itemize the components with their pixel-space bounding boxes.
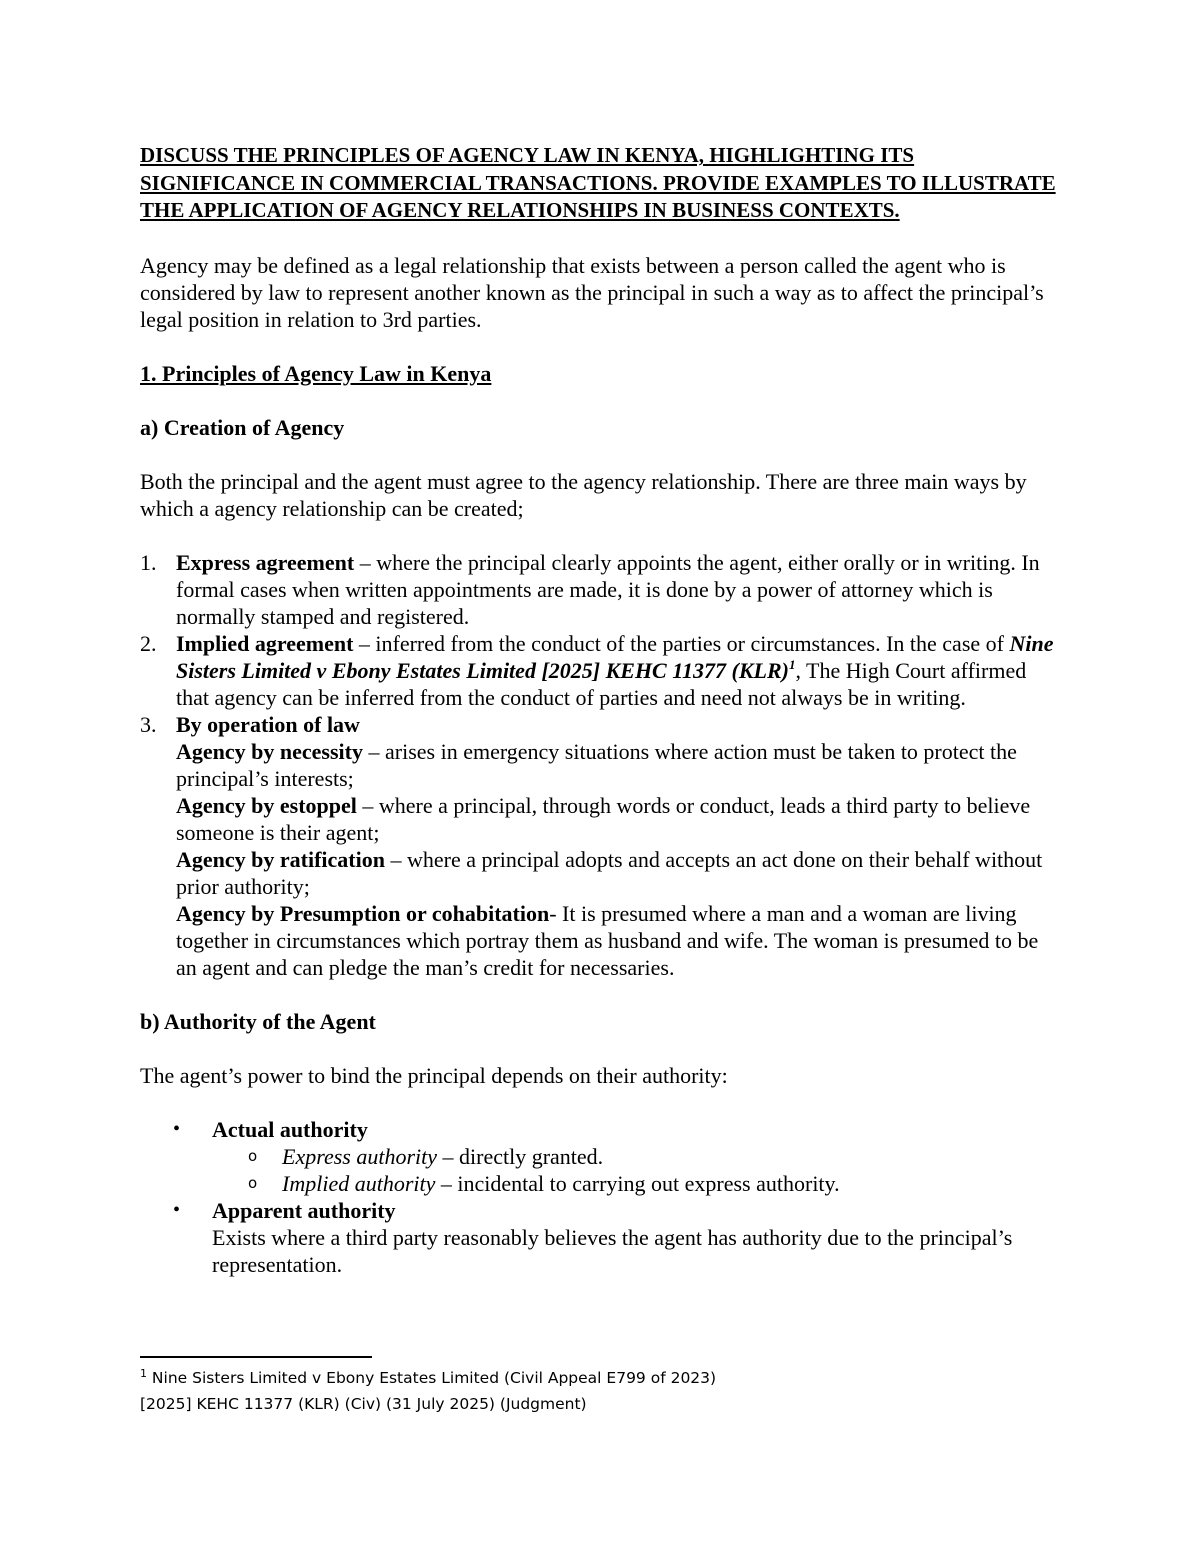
list-item bbox=[140, 549, 1060, 630]
item-text: , The High Court affirmed that agency can be inferred from the conduct of parties and need not always be in writing. bbox=[176, 657, 1027, 710]
list-item bbox=[140, 1116, 1060, 1197]
footnote-line bbox=[140, 1365, 1060, 1391]
item-text: – inferred from the conduct of the parties or circumstances. In the case of bbox=[353, 630, 1010, 656]
term-express-authority: Express authority bbox=[282, 1143, 437, 1169]
term-apparent-authority: Apparent authority bbox=[212, 1197, 396, 1223]
document-page bbox=[140, 142, 1060, 1278]
list-number: 3. bbox=[140, 711, 157, 737]
document-title: DISCUSS THE PRINCIPLES OF AGENCY LAW IN KENYA, HIGHLIGHTING ITS SIGNIFICANCE IN COMMERCIAL TRANSACTIONS. PROVIDE EXAMPLES TO ILLUSTRATE THE APPLICATION OF AGENCY RELATIONSHIPS IN BUSINESS CONTEXTS. bbox=[140, 143, 1056, 222]
term-agency-estoppel: Agency by estoppel bbox=[176, 792, 357, 818]
subheading-creation: a) Creation of Agency bbox=[140, 414, 345, 440]
footnote-line: [2025] KEHC 11377 (KLR) (Civ) (31 July 2025) (Judgment) bbox=[140, 1395, 587, 1413]
term-agency-necessity: Agency by necessity bbox=[176, 738, 363, 764]
footnote-reference: 1 bbox=[788, 656, 796, 672]
case-citation: Nine Sisters Limited v Ebony Estates Limited [2025] KEHC 11377 (KLR) bbox=[176, 630, 1054, 683]
footnote bbox=[140, 1365, 1060, 1417]
term-implied-authority: Implied authority bbox=[282, 1170, 436, 1196]
bullet-icon: • bbox=[173, 1117, 181, 1140]
subheading-authority: b) Authority of the Agent bbox=[140, 1008, 376, 1034]
item-text: – where a principal adopts and accepts an act done on their behalf without prior authority; bbox=[176, 846, 1043, 899]
list-item bbox=[212, 1170, 1060, 1197]
authority-intro: The agent’s power to bind the principal depends on their authority: bbox=[140, 1062, 728, 1088]
item-text: – incidental to carrying out express authority. bbox=[435, 1170, 840, 1196]
item-text: – where the principal clearly appoints the agent, either orally or in writing. In formal cases when written appointments are made, it is done by a power of attorney which is normally stamped and registered. bbox=[176, 549, 1040, 629]
term-express-agreement: Express agreement bbox=[176, 549, 355, 575]
term-agency-ratification: Agency by ratification bbox=[176, 846, 385, 872]
bullet-icon: • bbox=[173, 1198, 181, 1221]
list-item bbox=[140, 711, 1060, 981]
authority-types-list bbox=[140, 1116, 1060, 1278]
list-number: 1. bbox=[140, 549, 157, 575]
item-text: – directly granted. bbox=[437, 1143, 604, 1169]
term-implied-agreement: Implied agreement bbox=[176, 630, 354, 656]
creation-intro: Both the principal and the agent must agree to the agency relationship. There are three main ways by which a agency relationship can be created; bbox=[140, 468, 1027, 521]
intro-paragraph: Agency may be defined as a legal relationship that exists between a person called the agent who is considered by law to represent another known as the principal in such a way as to affect the principal’s legal position in relation to 3rd parties. bbox=[140, 252, 1044, 332]
footnote-number: 1 bbox=[140, 1367, 147, 1380]
creation-methods-list bbox=[140, 549, 1060, 981]
section-heading-principles: 1. Principles of Agency Law in Kenya bbox=[140, 360, 492, 386]
list-item bbox=[140, 630, 1060, 711]
term-operation-of-law: By operation of law bbox=[176, 711, 360, 737]
circle-bullet-icon: o bbox=[248, 1173, 258, 1192]
term-actual-authority: Actual authority bbox=[212, 1116, 368, 1142]
item-text: – where a principal, through words or conduct, leads a third party to believe someone is their agent; bbox=[176, 792, 1031, 845]
list-number: 2. bbox=[140, 630, 157, 656]
footnote-separator bbox=[140, 1356, 372, 1358]
term-agency-presumption: Agency by Presumption or cohabitation bbox=[176, 900, 550, 926]
item-text: - It is presumed where a man and a woman are living together in circumstances which portray them as husband and wife. The woman is presumed to be an agent and can pledge the man’s credit for necessaries. bbox=[176, 900, 1039, 980]
circle-bullet-icon: o bbox=[248, 1146, 258, 1165]
list-item bbox=[212, 1143, 1060, 1170]
item-text: Exists where a third party reasonably believes the agent has authority due to the principal’s representation. bbox=[212, 1224, 1013, 1277]
list-item bbox=[140, 1197, 1060, 1278]
footnote-text: Nine Sisters Limited v Ebony Estates Limited (Civil Appeal E799 of 2023) bbox=[147, 1369, 717, 1387]
actual-authority-sublist bbox=[212, 1143, 1060, 1197]
item-text: – arises in emergency situations where action must be taken to protect the principal’s interests; bbox=[176, 738, 1017, 791]
